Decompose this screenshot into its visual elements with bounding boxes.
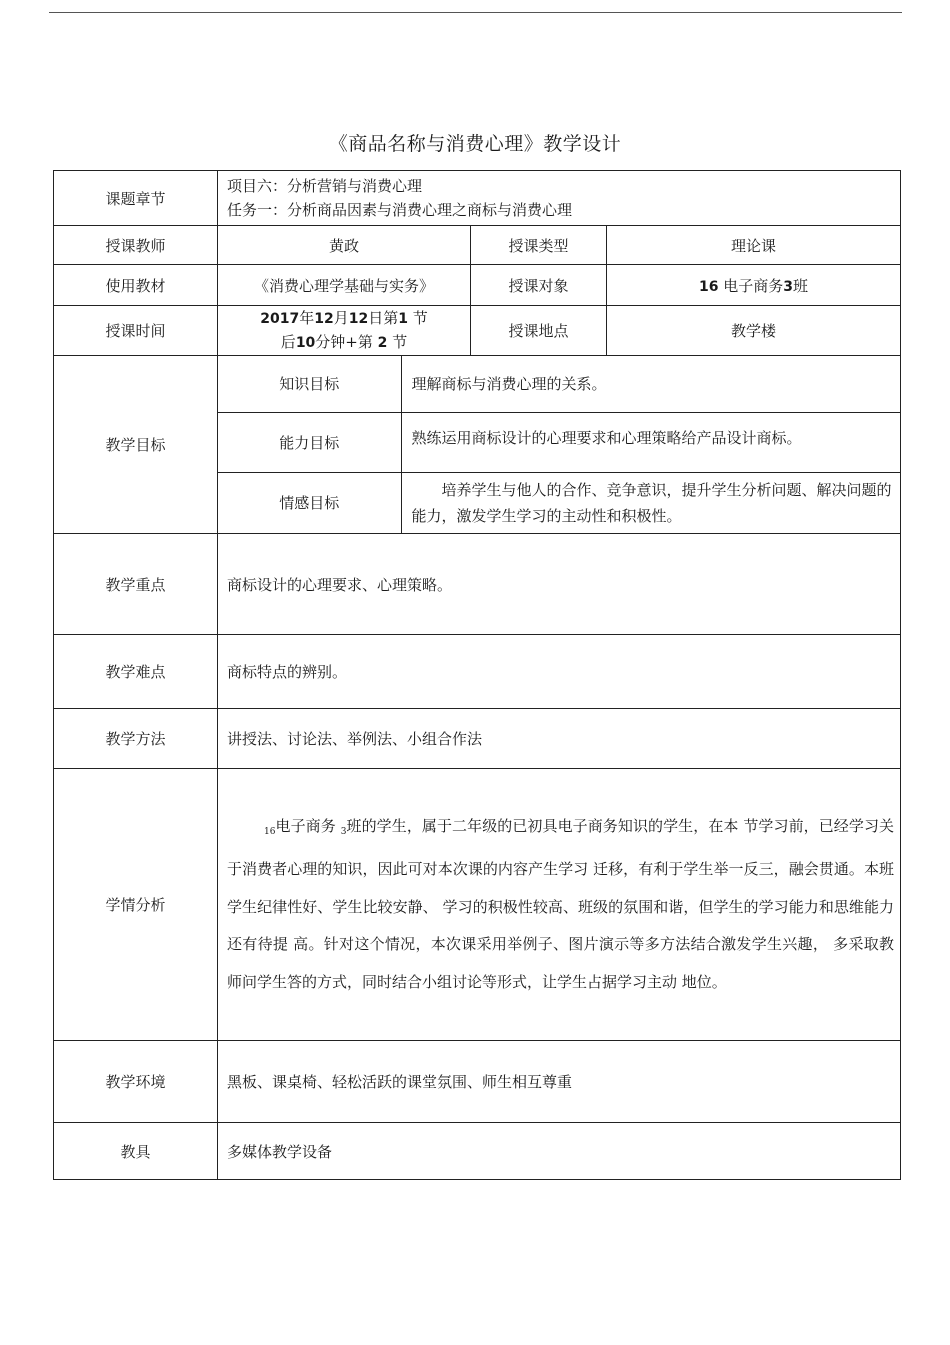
- row-tools: [54, 1123, 901, 1180]
- course-type-value: 理论课: [607, 226, 901, 265]
- time-period: 1: [398, 310, 408, 327]
- time-period-2-unit: 节: [392, 332, 408, 351]
- objective-emotion-row: [218, 472, 900, 533]
- knowledge-goal-label: 知识目标: [218, 356, 401, 412]
- time-day-unit: 日第: [368, 308, 399, 327]
- textbook-label: 使用教材: [54, 265, 218, 306]
- key-points-value: 商标设计的心理要求、心理策略。: [218, 534, 901, 635]
- ability-goal-label: 能力目标: [218, 412, 401, 472]
- knowledge-goal-value: 理解商标与消费心理的关系。: [401, 356, 900, 412]
- page-title: 《商品名称与消费心理》教学设计: [328, 133, 622, 155]
- teacher-value: 黄政: [218, 226, 471, 265]
- time-line-1: [218, 307, 470, 331]
- audience-grade: 16: [698, 278, 719, 295]
- time-value: [218, 306, 471, 356]
- row-teacher: [54, 226, 901, 265]
- time-period-2: 2: [377, 334, 388, 351]
- methods-label: 教学方法: [54, 709, 218, 769]
- course-type-label: 授课类型: [471, 226, 607, 265]
- objective-knowledge-row: [218, 356, 900, 412]
- lesson-plan-table: [53, 170, 901, 1180]
- difficulties-label: 教学难点: [54, 635, 218, 709]
- row-analysis: [54, 769, 901, 1041]
- environment-label: 教学环境: [54, 1041, 218, 1123]
- objectives-cell: [218, 356, 901, 534]
- row-difficulties: [54, 635, 901, 709]
- row-key-points: [54, 534, 901, 635]
- row-methods: [54, 709, 901, 769]
- time-minutes: 10: [295, 334, 316, 351]
- time-month-unit: 月: [333, 308, 349, 327]
- time-line-2: [218, 331, 470, 355]
- time-year: 2017: [260, 310, 300, 327]
- header-rule: [49, 12, 902, 13]
- chapter-label: 课题章节: [54, 171, 218, 226]
- time-day: 12: [348, 310, 369, 327]
- methods-value: 讲授法、讨论法、举例法、小组合作法: [218, 709, 901, 769]
- analysis-class-number: 3: [340, 826, 347, 837]
- row-environment: [54, 1041, 901, 1123]
- time-month: 12: [314, 310, 334, 327]
- audience-value: [607, 265, 901, 306]
- analysis-value: [218, 769, 901, 1041]
- teacher-label: 授课教师: [54, 226, 218, 265]
- row-textbook: [54, 265, 901, 306]
- audience-class-number: 3: [783, 278, 794, 295]
- difficulties-value: 商标特点的辨别。: [218, 635, 901, 709]
- time-year-unit: 年: [299, 308, 315, 327]
- environment-value: 黑板、课桌椅、轻松活跃的课堂氛围、师生相互尊重: [218, 1041, 901, 1123]
- analysis-text-1: 电子商务: [275, 816, 336, 835]
- time-period-unit: 节: [412, 308, 428, 327]
- analysis-text-2: 班的学生，属于二年级的已初具电子商务知识的学生，在本 节学习前，已经学习关于消费者心理的知识，因此可对本次课的内容产生学习 迁移，有利于学生举一反三，融会贯通。本班学生纪律性好、学生比较安静、 学习的积极性较高、班级的氛围和谐，但学生的学习能力和思维能力还有待提 高。针对这个情况，本次课采用举例子、图片演示等多方法结合激发学生兴趣， 多采取教师问学生答的方式，同时结合小组讨论等形式，让学生占据学习主动 地位。: [227, 816, 895, 991]
- audience-class-unit: 班: [793, 276, 809, 295]
- chapter-value: [218, 171, 901, 226]
- row-time: [54, 306, 901, 356]
- row-chapter: [54, 171, 901, 226]
- location-value: 教学楼: [607, 306, 901, 356]
- analysis-label: 学情分析: [54, 769, 218, 1041]
- audience-major: 电子商务: [723, 276, 784, 295]
- time-label: 授课时间: [54, 306, 218, 356]
- chapter-line-2: 任务一：分析商品因素与消费心理之商标与消费心理: [227, 201, 573, 219]
- emotion-goal-value: 培养学生与他人的合作、竞争意识，提升学生分析问题、解决问题的能力，激发学生学习的主动性和积极性。: [411, 480, 892, 525]
- location-label: 授课地点: [471, 306, 607, 356]
- audience-label: 授课对象: [471, 265, 607, 306]
- tools-value: 多媒体教学设备: [218, 1123, 901, 1180]
- objective-ability-row: [218, 412, 900, 472]
- chapter-line-1: 项目六：分析营销与消费心理: [227, 177, 423, 195]
- emotion-goal-label: 情感目标: [218, 472, 401, 533]
- analysis-grade: 16: [264, 826, 276, 837]
- textbook-value: 《消费心理学基础与实务》: [218, 265, 471, 306]
- time-prefix: 后: [280, 332, 296, 351]
- objectives-label: 教学目标: [54, 356, 218, 534]
- row-objectives: [54, 356, 901, 534]
- time-minutes-unit: 分钟+第: [315, 332, 373, 351]
- tools-label: 教具: [54, 1123, 218, 1180]
- objectives-table: [218, 356, 900, 533]
- key-points-label: 教学重点: [54, 534, 218, 635]
- ability-goal-value: 熟练运用商标设计的心理要求和心理策略给产品设计商标。: [401, 412, 900, 472]
